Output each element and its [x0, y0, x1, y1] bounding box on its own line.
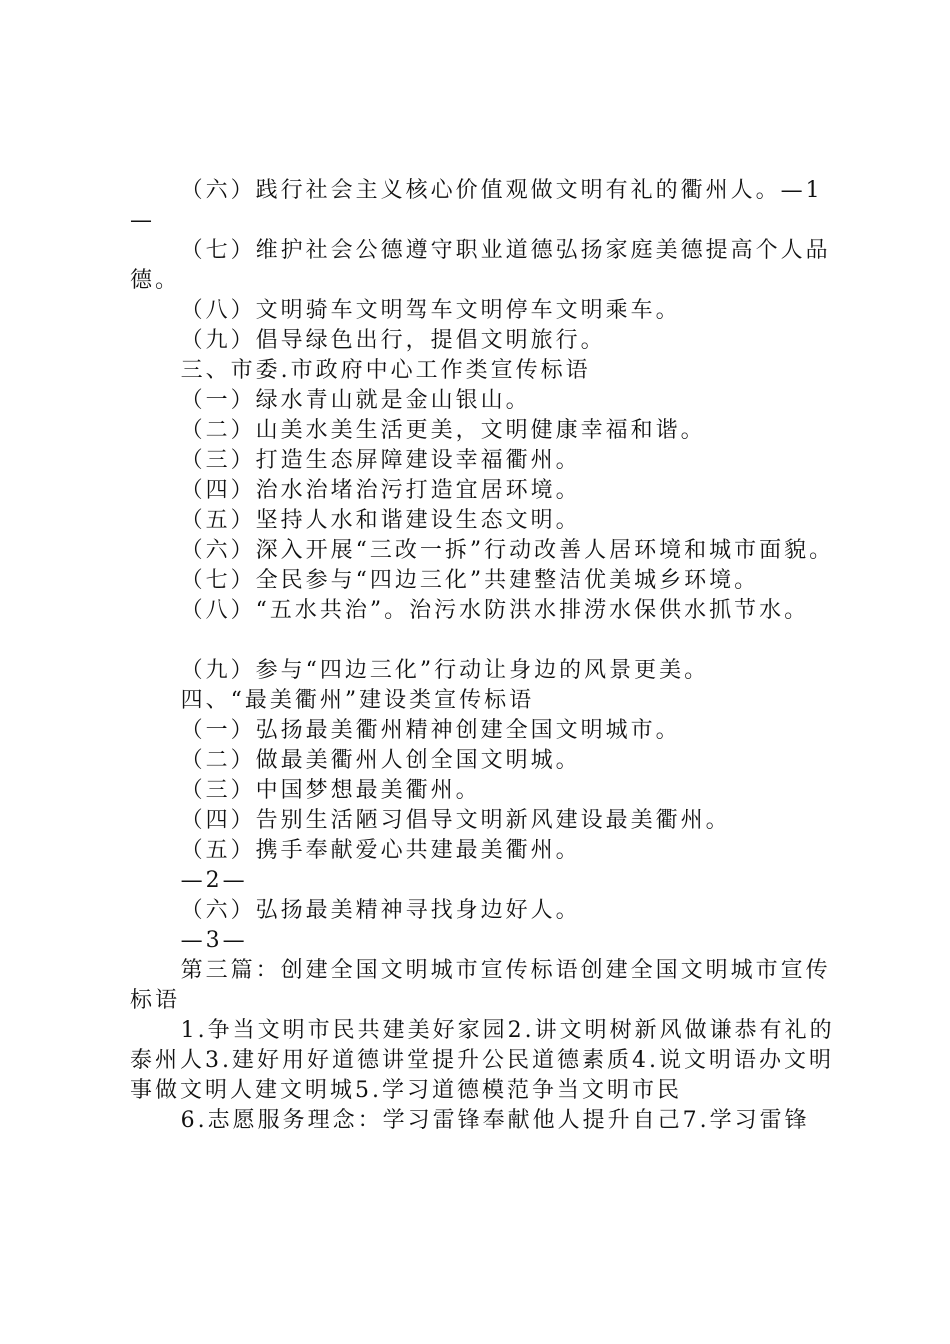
page-marker: —2— [180, 868, 248, 893]
paragraph: （二）做最美衢州人创全国文明城。 [180, 748, 581, 773]
paragraph: （九）倡导绿色出行，提倡文明旅行。 [180, 328, 606, 353]
paragraph: （五）携手奉献爱心共建最美衢州。 [180, 838, 581, 863]
paragraph: （九）参与“四边三化”行动让身边的风景更美。 [180, 658, 710, 683]
paragraph: （八）文明骑车文明驾车文明停车文明乘车。 [180, 298, 681, 323]
paragraph: （八）“五水共治”。治污水防洪水排涝水保供水抓节水。 [180, 598, 810, 623]
paragraph: （三）打造生态屏障建设幸福衢州。 [180, 448, 581, 473]
paragraph: 1.争当文明市民共建美好家园2.讲文明树新风做谦恭有礼的泰州人3.建好用好道德讲堂提升公民道德素质4.说文明语办文明事做文明人建文明城5.学习道德模范争当文明市民 [130, 1018, 835, 1103]
paragraph: （六）深入开展“三改一拆”行动改善人居环境和城市面貌。 [180, 538, 835, 563]
paragraph: （三）中国梦想最美衢州。 [180, 778, 481, 803]
paragraph: （一）绿水青山就是金山银山。 [180, 388, 531, 413]
paragraph: （一）弘扬最美衢州精神创建全国文明城市。 [180, 718, 681, 743]
paragraph: （六）弘扬最美精神寻找身边好人。 [180, 898, 581, 923]
section-heading: 三、市委.市政府中心工作类宣传标语 [180, 358, 591, 383]
paragraph: （四）治水治堵治污打造宜居环境。 [180, 478, 581, 503]
paragraph: （七）维护社会公德遵守职业道德弘扬家庭美德提高个人品德。 [130, 238, 831, 293]
paragraph: 6.志愿服务理念：学习雷锋奉献他人提升自己7.学习雷锋 [180, 1108, 810, 1133]
document-body [130, 176, 835, 1136]
section-heading: 四、“最美衢州”建设类宣传标语 [180, 688, 535, 713]
paragraph: （二）山美水美生活更美，文明健康幸福和谐。 [180, 418, 706, 443]
paragraph: （四）告别生活陋习倡导文明新风建设最美衢州。 [180, 808, 731, 833]
page-marker: —3— [180, 928, 248, 953]
blank-line [130, 626, 835, 656]
paragraph: （五）坚持人水和谐建设生态文明。 [180, 508, 581, 533]
paragraph: （七）全民参与“四边三化”共建整洁优美城乡环境。 [180, 568, 760, 593]
chapter-heading: 第三篇：创建全国文明城市宣传标语创建全国文明城市宣传标语 [130, 958, 831, 1013]
paragraph: （六）践行社会主义核心价值观做文明有礼的衢州人。—1— [130, 178, 823, 233]
